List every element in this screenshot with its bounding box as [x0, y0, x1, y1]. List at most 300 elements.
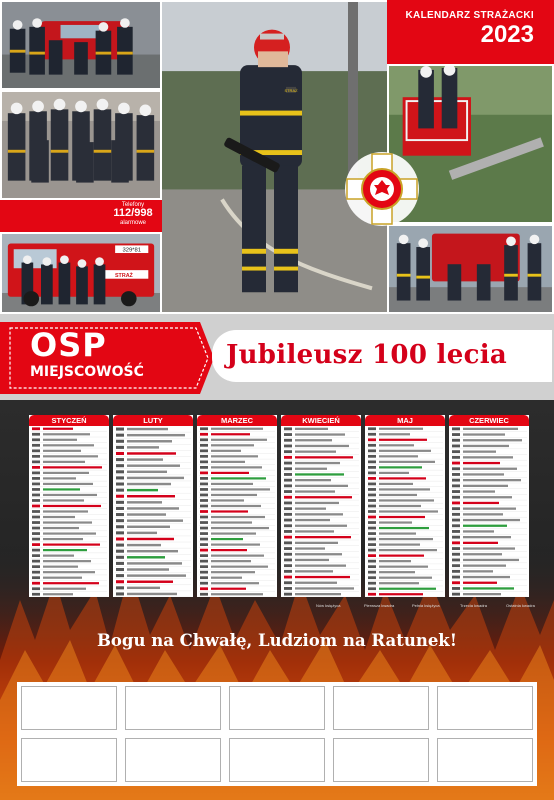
nameday-mark: [43, 510, 88, 512]
month-name: STYCZEŃ: [29, 415, 109, 426]
nameday-mark: [211, 439, 267, 441]
osp-title: [30, 327, 144, 381]
nameday-mark: [379, 555, 424, 557]
day-number-mark: [116, 458, 124, 461]
day-number-mark: [284, 587, 292, 590]
nameday-mark: [211, 466, 262, 468]
nameday-mark: [127, 483, 171, 485]
day-number-mark: [32, 538, 40, 541]
nameday-mark: [463, 565, 506, 567]
day-number-mark: [368, 593, 376, 596]
nameday-mark: [463, 451, 496, 453]
day-number-mark: [452, 570, 460, 573]
day-number-mark: [452, 530, 460, 533]
nameday-mark: [463, 433, 505, 435]
day-number-mark: [284, 484, 292, 487]
day-number-mark: [32, 427, 40, 430]
day-number-mark: [284, 479, 292, 482]
day-number-mark: [368, 554, 376, 557]
notes-cell: [333, 738, 429, 782]
day-number-mark: [368, 549, 376, 552]
nameday-mark: [211, 450, 241, 452]
notes-cell: [21, 738, 117, 782]
day-number-mark: [116, 513, 124, 516]
nameday-mark: [43, 516, 75, 518]
day-number-mark: [200, 587, 208, 590]
day-number-mark: [116, 452, 124, 455]
day-number-mark: [452, 524, 460, 527]
nameday-mark: [295, 496, 352, 498]
day-number-mark: [284, 570, 292, 573]
nameday-mark: [211, 521, 252, 523]
day-number-mark: [284, 445, 292, 448]
nameday-mark: [295, 553, 342, 555]
day-number-mark: [200, 477, 208, 480]
nameday-mark: [127, 434, 185, 436]
nameday-mark: [295, 530, 334, 532]
day-number-mark: [368, 565, 376, 568]
nameday-mark: [43, 571, 95, 573]
nameday-mark: [43, 439, 77, 441]
day-number-mark: [284, 507, 292, 510]
day-number-mark: [32, 532, 40, 535]
nameday-mark: [295, 587, 354, 589]
nameday-mark: [295, 473, 344, 475]
nameday-mark: [379, 516, 425, 518]
day-number-mark: [116, 434, 124, 437]
day-number-mark: [452, 479, 460, 482]
day-number-mark: [32, 587, 40, 590]
nameday-mark: [295, 582, 337, 584]
day-number-mark: [116, 544, 124, 547]
nameday-mark: [211, 455, 258, 457]
nameday-mark: [127, 501, 162, 503]
day-number-mark: [32, 549, 40, 552]
nameday-mark: [295, 490, 335, 492]
nameday-mark: [43, 483, 93, 485]
day-number-mark: [284, 547, 292, 550]
day-number-mark: [200, 505, 208, 508]
nameday-mark: [43, 433, 90, 435]
nameday-mark: [211, 483, 253, 485]
day-number-mark: [452, 462, 460, 465]
day-number-mark: [284, 541, 292, 544]
nameday-mark: [379, 455, 418, 457]
nameday-mark: [43, 428, 73, 430]
calendar-title-box: [387, 0, 554, 64]
day-number-mark: [116, 464, 124, 467]
nameday-mark: [211, 433, 250, 435]
notes-cell: [437, 686, 533, 730]
day-number-mark: [200, 433, 208, 436]
nameday-mark: [43, 577, 82, 579]
nameday-mark: [295, 468, 327, 470]
day-number-mark: [368, 560, 376, 563]
nameday-mark: [463, 468, 517, 470]
month-name: LUTY: [113, 415, 193, 426]
nameday-mark: [295, 542, 338, 544]
legend-item: Trzecia kwadra: [460, 603, 487, 608]
day-number-mark: [452, 547, 460, 550]
nameday-mark: [379, 538, 433, 540]
day-number-mark: [452, 439, 460, 442]
notes-cell: [21, 686, 117, 730]
day-number-mark: [116, 476, 124, 479]
nameday-mark: [43, 521, 92, 523]
nameday-mark: [379, 499, 434, 501]
day-number-mark: [368, 494, 376, 497]
notes-cell: [125, 738, 221, 782]
day-number-mark: [116, 470, 124, 473]
day-number-mark: [368, 488, 376, 491]
day-number-mark: [200, 543, 208, 546]
nameday-mark: [211, 472, 249, 474]
nameday-mark: [211, 516, 265, 518]
day-number-mark: [116, 440, 124, 443]
day-number-mark: [32, 571, 40, 574]
day-number-mark: [200, 565, 208, 568]
nameday-mark: [295, 519, 330, 521]
day-number-mark: [32, 472, 40, 475]
photo-collage: [0, 0, 554, 314]
nameday-mark: [295, 479, 331, 481]
day-number-mark: [200, 472, 208, 475]
day-number-mark: [284, 519, 292, 522]
day-number-mark: [200, 483, 208, 486]
nameday-mark: [211, 494, 257, 496]
day-number-mark: [284, 456, 292, 459]
nameday-mark: [211, 527, 269, 529]
day-number-mark: [368, 444, 376, 447]
month-card-march: [197, 415, 277, 597]
day-number-mark: [200, 576, 208, 579]
nameday-mark: [127, 428, 168, 430]
notes-grid: [17, 682, 537, 786]
nameday-mark: [43, 527, 79, 529]
nameday-mark: [211, 510, 248, 512]
nameday-mark: [43, 543, 100, 545]
day-number-mark: [368, 455, 376, 458]
phones-number: 112/998: [113, 207, 153, 220]
day-number-mark: [368, 571, 376, 574]
nameday-mark: [463, 508, 516, 510]
nameday-mark: [463, 559, 519, 561]
day-number-mark: [200, 538, 208, 541]
nameday-mark: [43, 505, 101, 507]
day-number-mark: [32, 499, 40, 502]
nameday-mark: [379, 571, 415, 573]
day-number-mark: [200, 455, 208, 458]
month-name: MAJ: [365, 415, 445, 426]
legend-item: Pełnia księżyca: [412, 603, 440, 608]
day-number-mark: [368, 510, 376, 513]
nameday-mark: [211, 543, 260, 545]
nameday-mark: [463, 473, 504, 475]
month-card-april: [281, 415, 361, 597]
day-number-mark: [284, 536, 292, 539]
day-number-mark: [284, 513, 292, 516]
day-number-mark: [116, 501, 124, 504]
nameday-mark: [295, 576, 350, 578]
nameday-mark: [379, 549, 437, 551]
nameday-mark: [463, 593, 501, 595]
day-number-mark: [284, 553, 292, 556]
nameday-mark: [127, 526, 170, 528]
month-name: KWIECIEŃ: [281, 415, 361, 426]
nameday-mark: [127, 532, 157, 534]
month-days: [197, 426, 277, 597]
nameday-mark: [211, 499, 244, 501]
nameday-mark: [127, 562, 182, 564]
day-number-mark: [452, 581, 460, 584]
nameday-mark: [379, 577, 432, 579]
day-number-mark: [452, 456, 460, 459]
nameday-mark: [43, 461, 85, 463]
day-number-mark: [368, 466, 376, 469]
nameday-mark: [43, 593, 73, 595]
day-number-mark: [284, 439, 292, 442]
fire-service-emblem-icon: [343, 150, 421, 228]
month-days: [281, 426, 361, 597]
day-number-mark: [368, 527, 376, 530]
day-number-mark: [452, 536, 460, 539]
month-card-may: [365, 415, 445, 597]
day-number-mark: [200, 438, 208, 441]
nameday-mark: [379, 444, 414, 446]
day-number-mark: [368, 460, 376, 463]
nameday-mark: [127, 489, 158, 491]
month-card-january: [29, 415, 109, 597]
day-number-mark: [32, 554, 40, 557]
day-number-mark: [116, 482, 124, 485]
nameday-mark: [463, 502, 499, 504]
day-number-mark: [200, 521, 208, 524]
nameday-mark: [211, 549, 247, 551]
day-number-mark: [284, 467, 292, 470]
nameday-mark: [463, 485, 508, 487]
month-name: MARZEC: [197, 415, 277, 426]
day-number-mark: [368, 532, 376, 535]
day-number-mark: [284, 576, 292, 579]
day-number-mark: [452, 553, 460, 556]
nameday-mark: [379, 527, 429, 529]
nameday-mark: [463, 428, 518, 430]
nameday-mark: [43, 444, 94, 446]
nameday-mark: [43, 588, 86, 590]
truck-sign-text: STRAŻ: [114, 272, 133, 279]
day-number-mark: [284, 581, 292, 584]
nameday-mark: [43, 566, 78, 568]
day-number-mark: [368, 427, 376, 430]
day-number-mark: [116, 562, 124, 565]
day-number-mark: [116, 519, 124, 522]
day-number-mark: [452, 490, 460, 493]
nameday-mark: [211, 588, 246, 590]
photo-firefighter-group: [0, 90, 162, 200]
day-number-mark: [32, 576, 40, 579]
nameday-mark: [379, 483, 413, 485]
nameday-mark: [379, 488, 430, 490]
nameday-mark: [463, 456, 513, 458]
nameday-mark: [127, 593, 177, 595]
day-number-mark: [452, 502, 460, 505]
day-number-mark: [368, 472, 376, 475]
day-number-mark: [200, 532, 208, 535]
nameday-mark: [127, 574, 186, 576]
nameday-mark: [295, 513, 343, 515]
nameday-mark: [127, 568, 169, 570]
nameday-mark: [211, 560, 251, 562]
nameday-mark: [127, 550, 178, 552]
nameday-mark: [463, 547, 515, 549]
day-number-mark: [32, 527, 40, 530]
day-number-mark: [200, 449, 208, 452]
day-number-mark: [116, 525, 124, 528]
day-number-mark: [284, 530, 292, 533]
day-number-mark: [452, 496, 460, 499]
day-number-mark: [32, 543, 40, 546]
nameday-mark: [127, 544, 161, 546]
day-number-mark: [368, 538, 376, 541]
nameday-mark: [379, 593, 423, 595]
day-number-mark: [116, 531, 124, 534]
nameday-mark: [379, 543, 420, 545]
nameday-mark: [295, 547, 325, 549]
nameday-mark: [127, 513, 166, 515]
nameday-mark: [43, 477, 76, 479]
day-number-mark: [32, 433, 40, 436]
day-number-mark: [368, 543, 376, 546]
nameday-mark: [127, 464, 180, 466]
nameday-mark: [211, 461, 245, 463]
day-number-mark: [452, 576, 460, 579]
day-number-mark: [452, 593, 460, 596]
nameday-mark: [211, 571, 255, 573]
day-number-mark: [284, 473, 292, 476]
nameday-mark: [295, 502, 339, 504]
emergency-phones-box: [0, 200, 162, 232]
nameday-mark: [379, 566, 428, 568]
nameday-mark: [295, 439, 332, 441]
notes-cell: [229, 738, 325, 782]
phones-label: Telefony: [121, 202, 145, 208]
day-number-mark: [200, 549, 208, 552]
nameday-mark: [379, 433, 410, 435]
day-number-mark: [368, 582, 376, 585]
day-number-mark: [284, 427, 292, 430]
day-number-mark: [116, 592, 124, 595]
nameday-mark: [379, 450, 431, 452]
nameday-mark: [43, 494, 97, 496]
day-number-mark: [116, 489, 124, 492]
nameday-mark: [463, 582, 497, 584]
day-number-mark: [200, 488, 208, 491]
nameday-mark: [211, 532, 256, 534]
jubilee-text: Jubileusz 100 lecia: [226, 340, 508, 370]
legend-item: Nów księżyca: [316, 603, 341, 608]
nameday-mark: [295, 559, 329, 561]
nameday-mark: [211, 444, 254, 446]
nameday-mark: [463, 530, 494, 532]
day-number-mark: [116, 586, 124, 589]
calendar-title: KALENDARZ STRAŻACKI: [405, 10, 534, 21]
day-number-mark: [452, 564, 460, 567]
day-number-mark: [200, 571, 208, 574]
nameday-mark: [127, 581, 173, 583]
nameday-mark: [43, 455, 98, 457]
nameday-mark: [379, 582, 419, 584]
helmet-label-text: STRAŻ: [284, 87, 298, 93]
nameday-mark: [43, 499, 84, 501]
nameday-mark: [463, 496, 512, 498]
month-days: [29, 426, 109, 597]
nameday-mark: [211, 555, 264, 557]
day-number-mark: [200, 554, 208, 557]
month-days: [113, 426, 193, 597]
day-number-mark: [452, 433, 460, 436]
moon-phase-legend: [316, 602, 551, 610]
nameday-mark: [379, 439, 427, 441]
day-number-mark: [32, 460, 40, 463]
nameday-mark: [211, 505, 261, 507]
day-number-mark: [284, 433, 292, 436]
day-number-mark: [32, 444, 40, 447]
nameday-mark: [379, 560, 411, 562]
day-number-mark: [116, 537, 124, 540]
day-number-mark: [116, 446, 124, 449]
day-number-mark: [452, 519, 460, 522]
nameday-mark: [463, 587, 514, 589]
day-number-mark: [368, 438, 376, 441]
nameday-mark: [295, 485, 348, 487]
day-number-mark: [32, 510, 40, 513]
day-number-mark: [116, 568, 124, 571]
nameday-mark: [379, 466, 422, 468]
nameday-mark: [295, 433, 345, 435]
nameday-mark: [379, 472, 409, 474]
nameday-mark: [127, 556, 165, 558]
nameday-mark: [127, 440, 172, 442]
nameday-mark: [463, 439, 522, 441]
notes-cell: [229, 686, 325, 730]
day-number-mark: [452, 467, 460, 470]
day-number-mark: [200, 516, 208, 519]
nameday-mark: [127, 458, 163, 460]
nameday-mark: [43, 532, 96, 534]
month-card-february: [113, 415, 193, 597]
day-number-mark: [368, 499, 376, 502]
day-number-mark: [200, 499, 208, 502]
nameday-mark: [295, 565, 346, 567]
notes-cell: [125, 686, 221, 730]
jubilee-banner: [212, 330, 552, 382]
nameday-mark: [463, 553, 502, 555]
nameday-mark: [211, 566, 268, 568]
nameday-mark: [127, 495, 175, 497]
nameday-mark: [43, 472, 89, 474]
day-number-mark: [284, 524, 292, 527]
nameday-mark: [43, 560, 91, 562]
osp-label: OSP: [30, 326, 107, 364]
day-number-mark: [452, 445, 460, 448]
day-number-mark: [368, 483, 376, 486]
nameday-mark: [43, 538, 83, 540]
notes-cell: [333, 686, 429, 730]
nameday-mark: [43, 549, 87, 551]
nameday-mark: [463, 519, 520, 521]
day-number-mark: [200, 494, 208, 497]
day-number-mark: [200, 527, 208, 530]
